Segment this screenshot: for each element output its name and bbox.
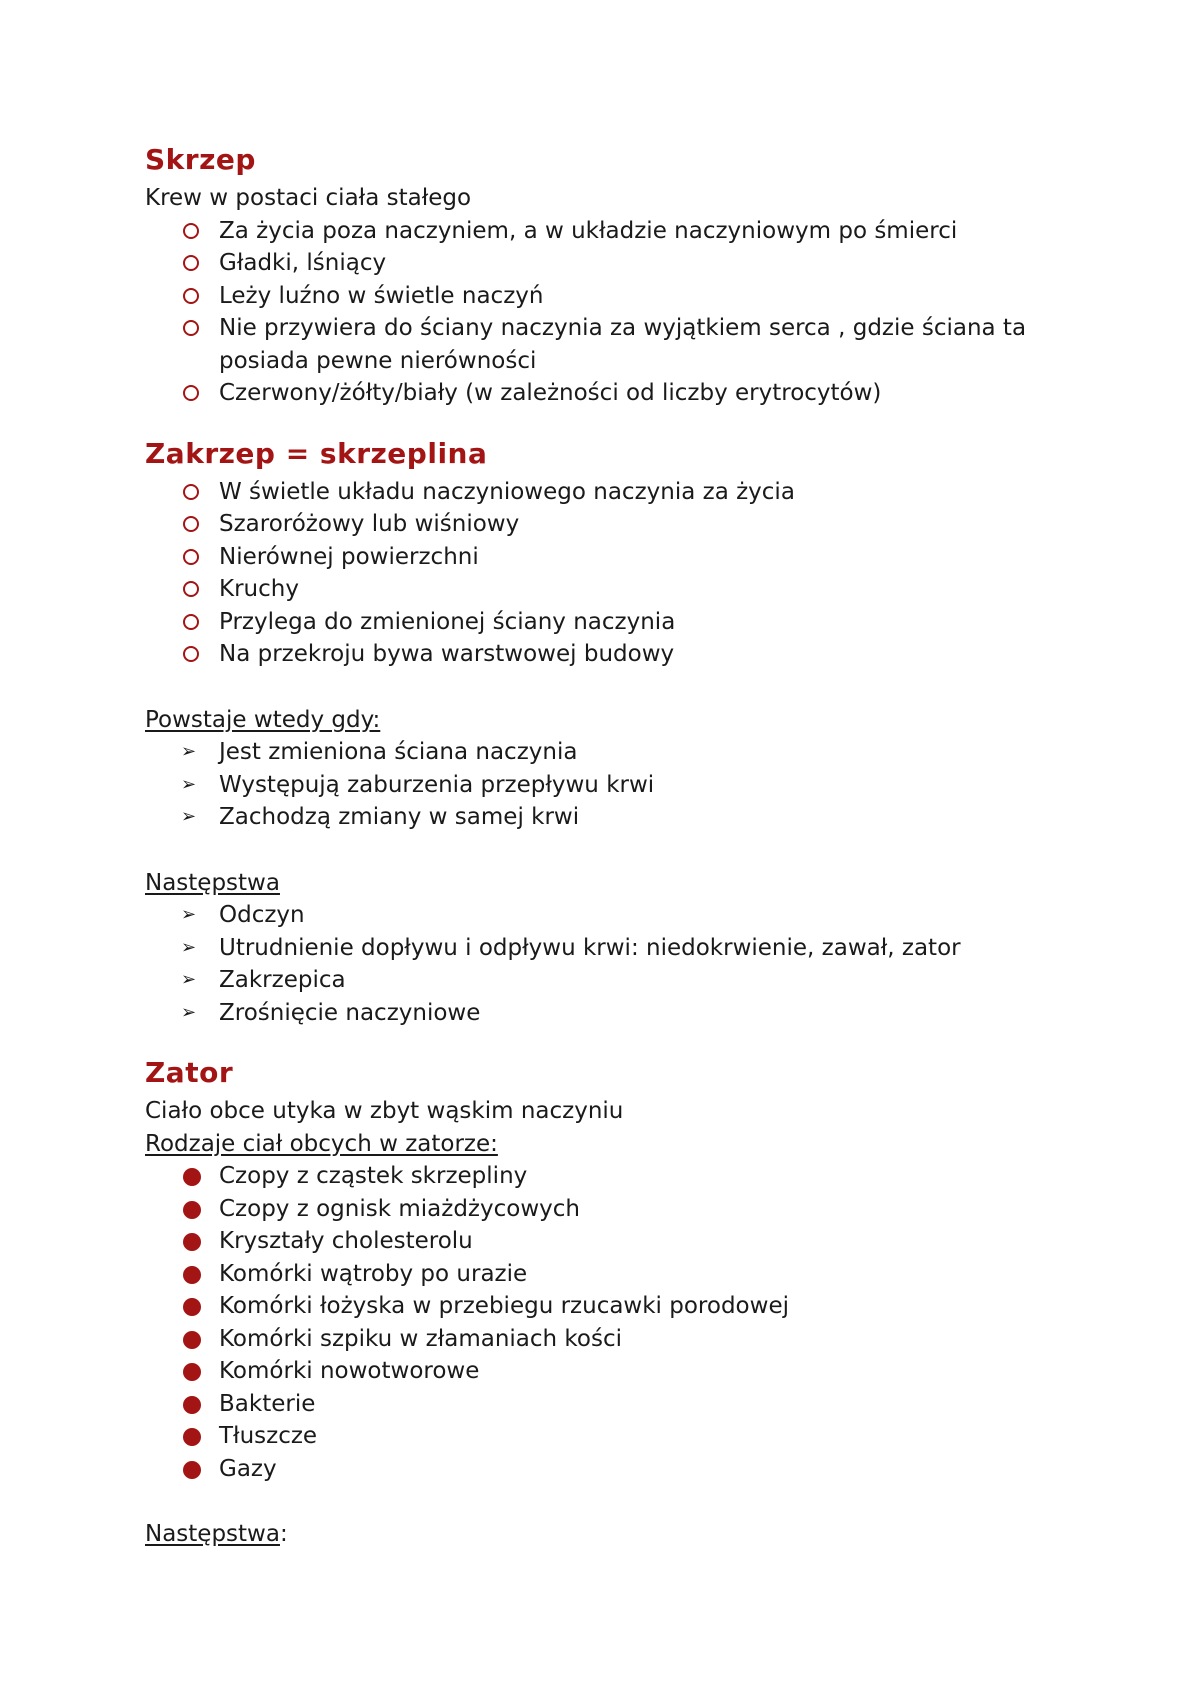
list-item bbox=[145, 1193, 1085, 1226]
list-item-text: W świetle układu naczyniowego naczynia za życia bbox=[219, 478, 795, 505]
filled-dot-icon bbox=[183, 1363, 201, 1381]
list-item bbox=[145, 1355, 1085, 1388]
filled-dot-icon bbox=[183, 1233, 201, 1251]
arrow-bullet-icon: ➢ bbox=[181, 741, 197, 762]
zator-effects-label: Następstwa bbox=[145, 1521, 280, 1547]
list-item-text: Za życia poza naczyniem, a w układzie naczyniowym po śmierci bbox=[219, 217, 958, 244]
list-item-text: Kryształy cholesterolu bbox=[219, 1228, 473, 1254]
list-item-text: Zachodzą zmiany w samej krwi bbox=[219, 804, 580, 830]
list-item-text: Przylega do zmienionej ściany naczynia bbox=[219, 608, 676, 635]
list-item-text: Gazy bbox=[219, 1455, 277, 1482]
list-item bbox=[145, 377, 1085, 410]
list-item bbox=[145, 1420, 1085, 1453]
filled-dot-icon bbox=[183, 1461, 201, 1479]
list-item-text: Czopy z cząstek skrzepliny bbox=[219, 1163, 528, 1189]
arrow-bullet-icon: ➢ bbox=[181, 1001, 197, 1023]
list-item bbox=[145, 1323, 1085, 1356]
filled-dot-icon bbox=[183, 1201, 201, 1219]
arrow-bullet-icon: ➢ bbox=[181, 773, 197, 795]
list-item bbox=[145, 1290, 1085, 1323]
list-item-text: Komórki wątroby po urazie bbox=[219, 1260, 528, 1287]
circle-outline-icon bbox=[183, 288, 199, 304]
list-item bbox=[145, 736, 1085, 769]
zator-effects-line bbox=[145, 1518, 1085, 1551]
filled-dot-icon bbox=[183, 1331, 201, 1349]
list-item-text: Czopy z ognisk miażdżycowych bbox=[219, 1195, 580, 1222]
list-item bbox=[145, 801, 1085, 834]
list-item bbox=[145, 769, 1085, 802]
list-item bbox=[145, 573, 1085, 606]
filled-dot-icon bbox=[183, 1396, 201, 1414]
list-item bbox=[145, 1258, 1085, 1291]
arrow-bullet-icon: ➢ bbox=[181, 806, 197, 827]
list-item-text: Zakrzepica bbox=[219, 967, 346, 993]
list-item-text: Komórki szpiku w złamaniach kości bbox=[219, 1325, 623, 1352]
list-item-text: Bakterie bbox=[219, 1390, 316, 1417]
list-item bbox=[145, 541, 1085, 574]
circle-outline-icon bbox=[183, 516, 199, 532]
list-item bbox=[145, 247, 1085, 280]
list-item bbox=[145, 1225, 1085, 1258]
list-item-text: Tłuszcze bbox=[219, 1423, 318, 1449]
list-item-text: Leży luźno w świetle naczyń bbox=[219, 282, 544, 309]
heading-zakrzep: Zakrzep = skrzeplina bbox=[145, 436, 488, 470]
arrow-bullet-icon: ➢ bbox=[181, 936, 197, 958]
list-item bbox=[145, 1160, 1085, 1193]
list-item-text: Kruchy bbox=[219, 576, 299, 602]
list-item-text: Utrudnienie dopływu i odpływu krwi: niedokrwienie, zawał, zator bbox=[219, 934, 961, 961]
filled-dot-icon bbox=[183, 1266, 201, 1284]
filled-dot-icon bbox=[183, 1428, 201, 1446]
list-item-text: Występują zaburzenia przepływu krwi bbox=[219, 771, 655, 798]
zakrzep-effects-label: Następstwa bbox=[145, 869, 280, 896]
list-item bbox=[145, 932, 1085, 965]
list-item bbox=[145, 312, 1085, 377]
filled-dot-icon bbox=[183, 1168, 201, 1186]
list-item bbox=[145, 508, 1085, 541]
filled-dot-icon bbox=[183, 1298, 201, 1316]
circle-outline-icon bbox=[183, 646, 199, 662]
zator-types-label: Rodzaje ciał obcych w zatorze: bbox=[145, 1130, 498, 1157]
circle-outline-icon bbox=[183, 223, 199, 239]
list-item bbox=[145, 1453, 1085, 1486]
list-item bbox=[145, 899, 1085, 932]
list-item-text: Gładki, lśniący bbox=[219, 250, 387, 276]
list-item bbox=[145, 964, 1085, 997]
list-item-text: Na przekroju bywa warstwowej budowy bbox=[219, 641, 675, 667]
list-item bbox=[145, 280, 1085, 313]
list-item bbox=[145, 606, 1085, 639]
list-item-text: Czerwony/żółty/biały (w zależności od liczby erytrocytów) bbox=[219, 380, 882, 406]
list-item bbox=[145, 638, 1085, 671]
zator-intro: Ciało obce utyka w zbyt wąskim naczyniu bbox=[145, 1098, 624, 1124]
zakrzep-list bbox=[145, 476, 1085, 671]
zakrzep-causes-label: Powstaje wtedy gdy: bbox=[145, 706, 381, 733]
circle-outline-icon bbox=[183, 581, 199, 597]
heading-skrzep: Skrzep bbox=[145, 143, 256, 176]
list-item-text: Komórki nowotworowe bbox=[219, 1358, 480, 1384]
list-item-text: Komórki łożyska w przebiegu rzucawki porodowej bbox=[219, 1293, 789, 1319]
list-item-text: Odczyn bbox=[219, 902, 305, 928]
circle-outline-icon bbox=[183, 320, 199, 336]
circle-outline-icon bbox=[183, 385, 199, 401]
arrow-bullet-icon: ➢ bbox=[181, 969, 197, 990]
list-item bbox=[145, 215, 1085, 248]
heading-zator: Zator bbox=[145, 1056, 234, 1089]
list-item-text: Szaroróżowy lub wiśniowy bbox=[219, 511, 520, 537]
zakrzep-effects-list bbox=[145, 899, 1085, 1029]
list-item-text: Nie przywiera do ściany naczynia za wyjątkiem serca , gdzie ściana ta posiada pewne nierówności bbox=[219, 315, 1027, 374]
circle-outline-icon bbox=[183, 484, 199, 500]
zator-effects-colon: : bbox=[279, 1521, 288, 1547]
list-item bbox=[145, 997, 1085, 1030]
arrow-bullet-icon: ➢ bbox=[181, 904, 197, 925]
circle-outline-icon bbox=[183, 614, 199, 630]
circle-outline-icon bbox=[183, 549, 199, 565]
zakrzep-causes-list bbox=[145, 736, 1085, 834]
circle-outline-icon bbox=[183, 255, 199, 271]
document-page bbox=[145, 138, 1085, 1551]
skrzep-list bbox=[145, 215, 1085, 410]
skrzep-intro: Krew w postaci ciała stałego bbox=[145, 185, 472, 211]
zator-types-list bbox=[145, 1160, 1085, 1485]
list-item bbox=[145, 476, 1085, 509]
list-item bbox=[145, 1388, 1085, 1421]
list-item-text: Zrośnięcie naczyniowe bbox=[219, 999, 481, 1026]
list-item-text: Nierównej powierzchni bbox=[219, 543, 479, 570]
list-item-text: Jest zmieniona ściana naczynia bbox=[219, 739, 578, 765]
